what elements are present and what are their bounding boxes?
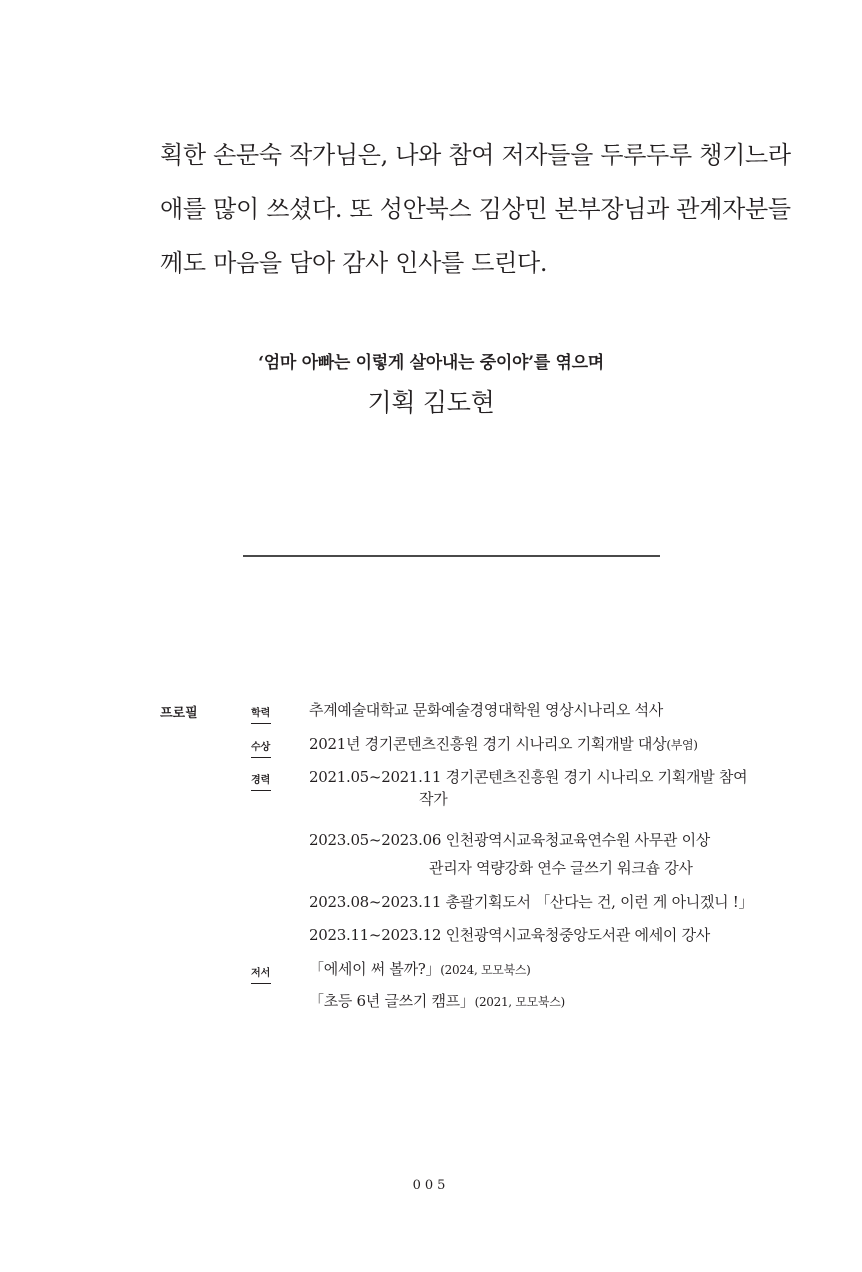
paragraph-line: 께도 마음을 담아 감사 인사를 드린다. (160, 249, 548, 277)
section-divider (243, 555, 660, 557)
award-text: 2021년 경기콘텐츠진흥원 경기 시나리오 기획개발 대상 (309, 735, 667, 753)
book-title: 「에세이 써 볼까?」 (309, 960, 441, 978)
signature-name: 기획 김도현 (367, 388, 495, 417)
book-item (309, 990, 565, 1013)
career-item (309, 766, 747, 810)
signature-book-line: ‘엄마 아빠는 이렇게 살아내는 중이야’를 엮으며 (258, 353, 604, 373)
career-line-continued: 관리자 역량강화 연수 글쓰기 워크숍 강사 (429, 859, 693, 877)
education-item: 추계예술대학교 문화예술경영대학원 영상시나리오 석사 (309, 701, 663, 719)
career-item: 2023.08~2023.11 총괄기획도서 「산다는 건, 이런 게 아니겠니 !」 (309, 893, 754, 911)
education-label: 학력 (251, 704, 271, 724)
award-item (309, 733, 698, 756)
book-item (309, 958, 531, 981)
body-paragraph (160, 128, 791, 290)
book-note: (2021, 모모북스) (474, 995, 565, 1009)
profile-title: 프로필 (160, 706, 198, 721)
career-label: 경력 (251, 771, 271, 791)
career-line: 2021.05~2021.11 경기콘텐츠진흥원 경기 시나리오 기획개발 참여 (309, 768, 748, 786)
career-item (309, 829, 710, 879)
paragraph-line: 애를 많이 쓰셨다. 또 성안북스 김상민 본부장님과 관계자분들 (160, 195, 791, 223)
books-label: 저서 (251, 964, 271, 984)
award-label: 수상 (251, 738, 271, 758)
award-note: (부염) (666, 738, 698, 752)
paragraph-line: 획한 손문숙 작가님은, 나와 참여 저자들을 두루두루 챙기느라 (160, 141, 791, 169)
career-item: 2023.11~2023.12 인천광역시교육청중앙도서관 에세이 강사 (309, 926, 710, 944)
book-note: (2024, 모모북스) (440, 963, 531, 977)
career-line: 2023.05~2023.06 인천광역시교육청교육연수원 사무관 이상 (309, 831, 710, 849)
career-line-continued: 작가 (419, 790, 448, 808)
page-number: 005 (412, 1178, 450, 1193)
book-title: 「초등 6년 글쓰기 캠프」 (309, 992, 475, 1010)
